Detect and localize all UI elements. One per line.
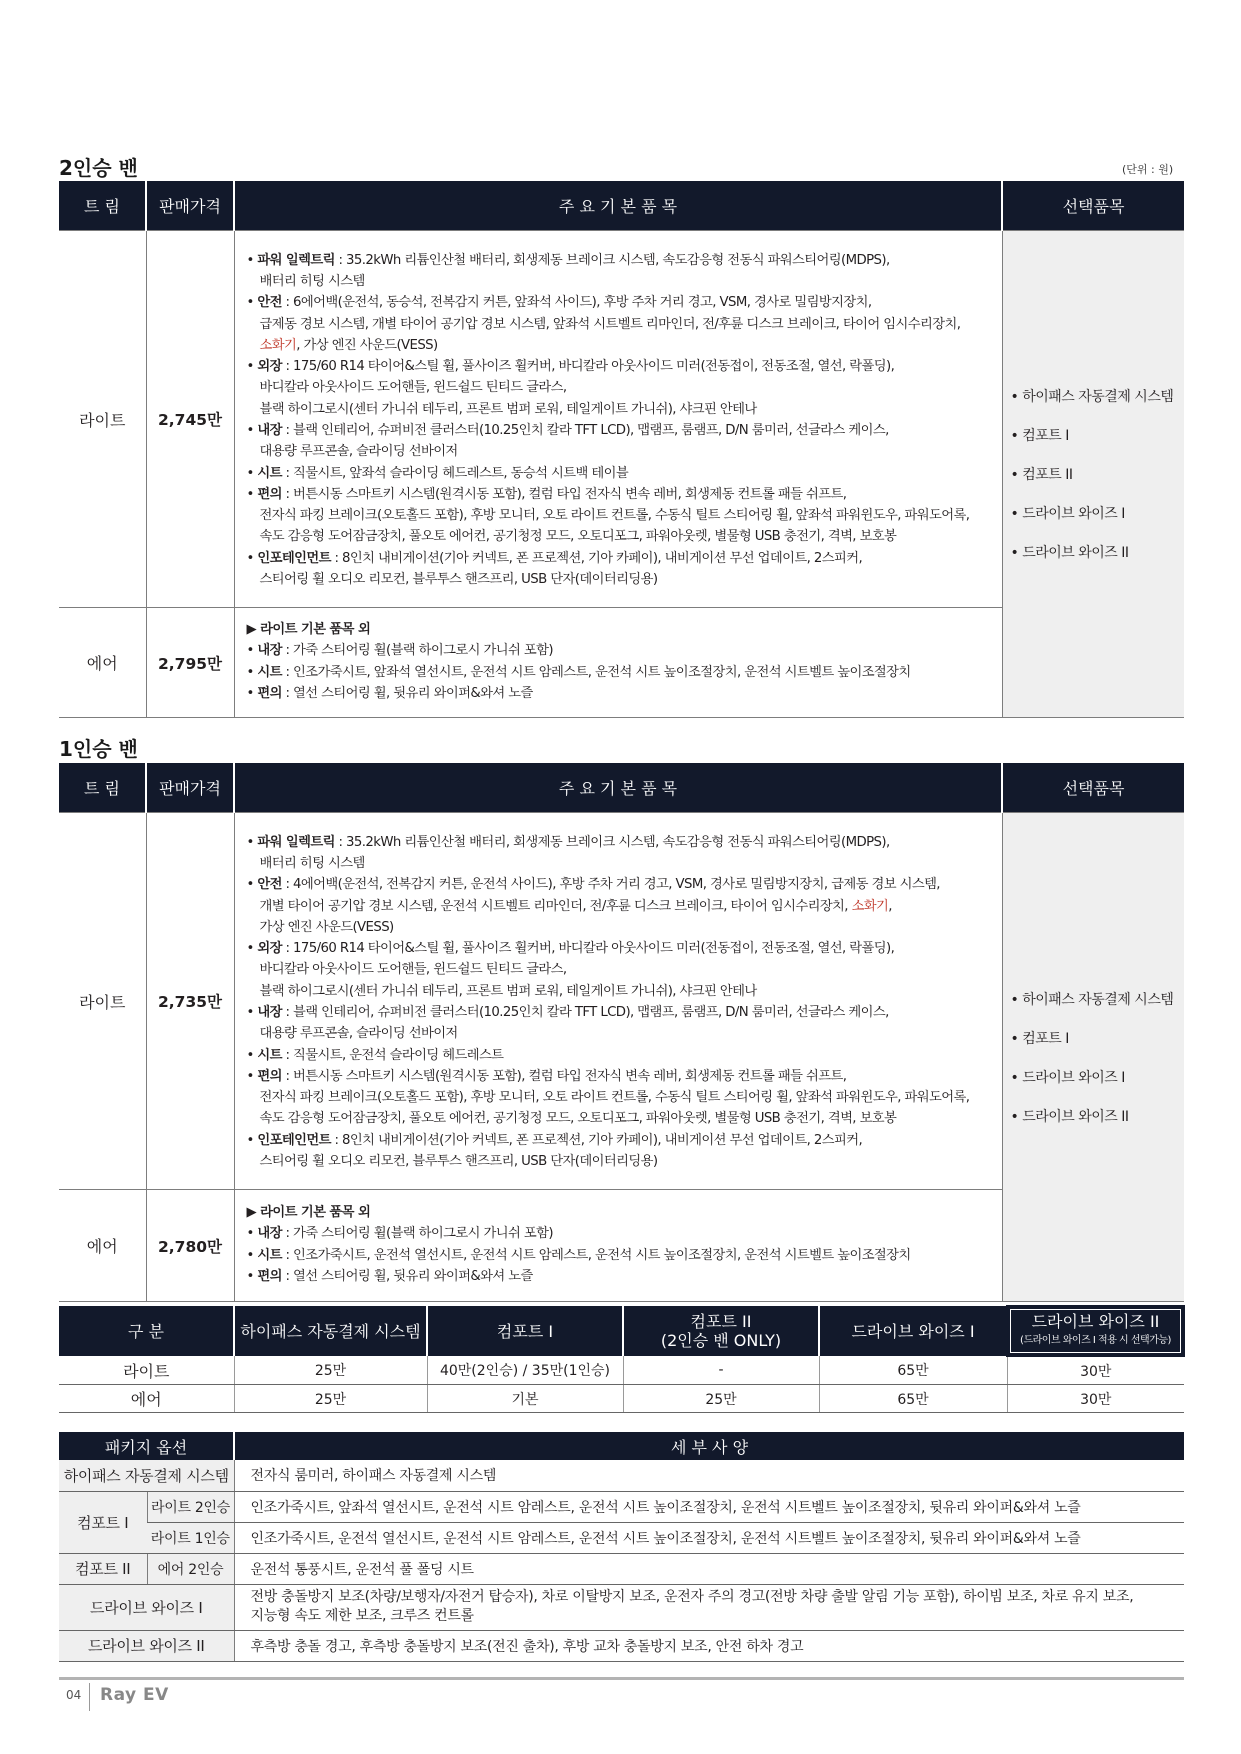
feature-line: 속도 감응형 도어잠금장치, 풀오토 에어컨, 공기청정 모드, 오토디포그, 파워아웃렛, 별물형 USB 충전기, 격벽, 보호봉 <box>259 529 897 545</box>
package-name: 하이패스 자동결제 시스템 <box>59 1460 234 1491</box>
feature-line: 급제동 경보 시스템, 개별 타이어 공기압 경보 시스템, 앞좌석 시트벨트 리마인더, 전/후륜 디스크 브레이크, 타이어 임시수리장치, <box>259 316 961 332</box>
option-item: • 컴포트 II <box>1010 467 1073 483</box>
feature-line <box>247 1202 994 1223</box>
header-comfort2-title: 컴포트 II <box>690 1312 752 1331</box>
header-drive1: 드라이브 와이즈 I <box>819 1306 1007 1356</box>
feature-line: 전자식 파킹 브레이크(오토홀드 포함), 후방 모니터, 오토 라이트 컨트롤, 수동식 틸트 스티어링 휠, 앞좌석 파워윈도우, 파워도어록, <box>259 508 970 524</box>
feature-line: • 시트 : 인조가죽시트, 운전석 열선시트, 운전석 시트 암레스트, 운전석 시트 높이조절장치, 운전석 시트벨트 높이조절장치 <box>246 1247 911 1263</box>
cell: 65만 <box>819 1385 1007 1413</box>
option-item: • 드라이브 와이즈 I <box>1010 506 1125 522</box>
feature-line: 스티어링 휠 오디오 리모컨, 블루투스 핸즈프리, USB 단자(데이터리딩용) <box>259 572 658 588</box>
feature-label: 내장 <box>257 1226 282 1242</box>
feature-line: • 시트 : 직물시트, 운전석 슬라이딩 헤드레스트 <box>246 1047 504 1063</box>
feature-label: 시트 <box>257 465 282 481</box>
feature-line: • 편의 : 열선 스티어링 휠, 뒷유리 와이퍼&와셔 노즐 <box>246 1268 533 1284</box>
spec-table-1seat <box>59 763 1184 1302</box>
header-comfort1: 컴포트 I <box>427 1306 623 1356</box>
unit-note: (단위 : 원) <box>1122 163 1174 176</box>
package-name: 컴포트 I <box>59 1491 147 1553</box>
feature-line: 스티어링 휠 오디오 리모컨, 블루투스 핸즈프리, USB 단자(데이터리딩용) <box>259 1154 658 1170</box>
package-sub: 라이트 2인승 <box>147 1491 234 1522</box>
cell: - <box>623 1356 819 1385</box>
feature-label: 편의 <box>257 1068 282 1084</box>
feature-label: 편의 <box>257 685 282 701</box>
trim-name: 라이트 <box>59 813 146 1190</box>
feature-label: 안전 <box>257 295 282 311</box>
feature-line: • 편의 : 열선 스티어링 휠, 뒷유리 와이퍼&와셔 노즐 <box>246 685 533 701</box>
feature-line: • 파워 일렉트릭 : 35.2kWh 리튬인산철 배터리, 회생제동 브레이크 시스템, 속도감응형 전동식 파워스티어링(MDPS), <box>246 834 890 850</box>
feature-label: ▶ 라이트 기본 품목 외 <box>246 621 371 637</box>
feature-line: • 인포테인먼트 : 8인치 내비게이션(기아 커넥트, 폰 프로젝션, 기아 카페이), 내비게이션 무선 업데이트, 2스피커, <box>246 1132 863 1148</box>
package-desc: 인조가죽시트, 운전석 열선시트, 운전석 시트 암레스트, 운전석 시트 높이조절장치, 운전석 시트벨트 높이조절장치, 뒷유리 와이퍼&와셔 노즐 <box>234 1522 1184 1553</box>
feature-line: • 시트 : 인조가죽시트, 앞좌석 열선시트, 운전석 시트 암레스트, 운전석 시트 높이조절장치, 운전석 시트벨트 높이조절장치 <box>246 664 911 680</box>
feature-list <box>234 813 1002 1190</box>
option-item: • 하이패스 자동결제 시스템 <box>1010 389 1174 405</box>
trim-price: 2,735만 <box>146 813 234 1190</box>
table-row <box>59 1584 1184 1630</box>
feature-line: • 외장 : 175/60 R14 타이어&스틸 휠, 풀사이즈 휠커버, 바디칼라 아웃사이드 미러(전동접이, 전동조절, 열선, 락폴딩), <box>246 941 895 957</box>
package-desc-line: 전방 충돌방지 보조(차량/보행자/자전거 탑승자), 차로 이탈방지 보조, 운전자 주의 경고(전방 차량 출발 알림 기능 포함), 하이빔 보조, 차로 유지 보조, <box>250 1589 1134 1605</box>
table-row <box>59 1385 1184 1413</box>
brand-name: Ray EV <box>100 1685 169 1705</box>
option-list <box>1002 231 1184 718</box>
trim-price: 2,795만 <box>146 608 234 718</box>
highlight-text: 소화기 <box>851 898 889 914</box>
feature-line: • 내장 : 가죽 스티어링 휠(블랙 하이그로시 가니쉬 포함) <box>246 643 553 659</box>
feature-label: 내장 <box>257 1005 282 1020</box>
cell: 65만 <box>819 1356 1007 1385</box>
feature-label: 내장 <box>257 643 282 659</box>
header-trim: 트 림 <box>59 181 146 231</box>
feature-line: 전자식 파킹 브레이크(오토홀드 포함), 후방 모니터, 오토 라이트 컨트롤, 수동식 틸트 스티어링 휠, 앞좌석 파워윈도우, 파워도어록, <box>259 1090 970 1106</box>
package-desc <box>234 1584 1184 1630</box>
option-item: • 컴포트 I <box>1010 428 1069 444</box>
feature-label: 시트 <box>257 664 282 680</box>
feature-label: 편의 <box>257 486 282 502</box>
feature-line: • 인포테인먼트 : 8인치 내비게이션(기아 커넥트, 폰 프로젝션, 기아 카페이), 내비게이션 무선 업데이트, 2스피커, <box>246 550 863 566</box>
feature-label: 외장 <box>257 941 282 957</box>
header-hipass: 하이패스 자동결제 시스템 <box>234 1306 427 1356</box>
feature-line: • 내장 : 가죽 스티어링 휠(블랙 하이그로시 가니쉬 포함) <box>246 1226 553 1242</box>
feature-line: • 편의 : 버튼시동 스마트키 시스템(원격시동 포함), 컬럼 타입 전자식 변속 레버, 회생제동 컨트롤 패들 쉬프트, <box>246 486 847 502</box>
feature-label: 시트 <box>257 1247 282 1263</box>
feature-line: 소화기, 가상 엔진 사운드(VESS) <box>259 337 438 353</box>
feature-line: • 내장 : 블랙 인테리어, 슈퍼비전 클러스터(10.25인치 칼라 TFT LCD), 맵램프, 룸램프, D/N 룸미러, 선글라스 케이스, <box>246 1005 889 1020</box>
feature-line: • 편의 : 버튼시동 스마트키 시스템(원격시동 포함), 컬럼 타입 전자식 변속 레버, 회생제동 컨트롤 패들 쉬프트, <box>246 1068 847 1084</box>
section-title-1seat: 1인승 밴 <box>59 737 138 761</box>
header-detail: 세 부 사 양 <box>234 1432 1184 1460</box>
feature-line: • 시트 : 직물시트, 앞좌석 슬라이딩 헤드레스트, 동승석 시트백 테이블 <box>246 465 629 481</box>
header-trim: 트 림 <box>59 763 146 813</box>
cell: 기본 <box>427 1385 623 1413</box>
feature-line: 대용량 루프콘솔, 슬라이딩 선바이저 <box>259 1026 458 1042</box>
header-comfort2-note: (2인승 밴 ONLY) <box>660 1331 782 1350</box>
option-item: • 컴포트 I <box>1010 1030 1069 1047</box>
feature-label: 파워 일렉트릭 <box>257 252 335 268</box>
header-features: 주 요 기 본 품 목 <box>234 763 1002 813</box>
feature-line: 속도 감응형 도어잠금장치, 풀오토 에어컨, 공기청정 모드, 오토디포그, 파워아웃렛, 별물형 USB 충전기, 격벽, 보호봉 <box>259 1111 897 1127</box>
feature-line: 가상 엔진 사운드(VESS) <box>259 919 394 935</box>
table-row <box>59 1522 1184 1553</box>
header-price: 판매가격 <box>146 181 234 231</box>
footer-separator <box>89 1683 90 1711</box>
cell: 라이트 <box>59 1356 234 1385</box>
table-row <box>59 1356 1184 1385</box>
feature-label: 내장 <box>257 423 282 438</box>
cell: 25만 <box>623 1385 819 1413</box>
feature-label: 인포테인먼트 <box>257 550 331 566</box>
header-drive2-note: (드라이브 와이즈 I 적용 시 선택가능) <box>1020 1335 1171 1346</box>
package-desc: 운전석 통풍시트, 운전석 풀 폴딩 시트 <box>234 1553 1184 1584</box>
feature-line <box>247 619 994 640</box>
header-comfort2 <box>623 1306 819 1356</box>
package-desc: 후측방 충돌 경고, 후측방 충돌방지 보조(전진 출차), 후방 교차 충돌방지 보조, 안전 하차 경고 <box>234 1630 1184 1661</box>
feature-line: 블랙 하이그로시(센터 가니쉬 테두리, 프론트 범퍼 로워, 테일게이트 가니쉬), 샤크핀 안테나 <box>259 401 757 417</box>
header-price: 판매가격 <box>146 763 234 813</box>
cell: 25만 <box>234 1356 427 1385</box>
package-sub: 에어 2인승 <box>147 1553 234 1584</box>
package-desc: 전자식 룸미러, 하이패스 자동결제 시스템 <box>234 1460 1184 1491</box>
header-package: 패키지 옵션 <box>59 1432 234 1460</box>
header-options: 선택품목 <box>1002 181 1184 231</box>
option-list <box>1002 813 1184 1302</box>
package-sub: 라이트 1인승 <box>147 1522 234 1553</box>
trim-name: 라이트 <box>59 231 146 608</box>
package-name: 컴포트 II <box>59 1553 147 1584</box>
feature-line: • 안전 : 6에어백(운전석, 동승석, 전복감지 커튼, 앞좌석 사이드), 후방 주차 거리 경고, VSM, 경사로 밀림방지장치, <box>246 295 872 311</box>
footer-divider <box>59 1677 1184 1680</box>
table-row <box>59 1630 1184 1661</box>
feature-label: 편의 <box>257 1268 282 1284</box>
option-item: • 하이패스 자동결제 시스템 <box>1010 991 1174 1008</box>
feature-label: 인포테인먼트 <box>257 1132 331 1148</box>
feature-list <box>234 1190 1002 1302</box>
feature-line: 대용량 루프콘솔, 슬라이딩 선바이저 <box>259 444 458 460</box>
package-table <box>59 1432 1184 1662</box>
feature-line: 바디칼라 아웃사이드 도어핸들, 윈드쉴드 틴티드 글라스, <box>259 380 567 396</box>
cell: 40만(2인승) / 35만(1인승) <box>427 1356 623 1385</box>
feature-line: 바디칼라 아웃사이드 도어핸들, 윈드쉴드 틴티드 글라스, <box>259 962 567 978</box>
cell: 25만 <box>234 1385 427 1413</box>
feature-line: • 외장 : 175/60 R14 타이어&스틸 휠, 풀사이즈 휠커버, 바디칼라 아웃사이드 미러(전동접이, 전동조절, 열선, 락폴딩), <box>246 359 895 375</box>
section-title-2seat: 2인승 밴 <box>59 156 138 180</box>
trim-name: 에어 <box>59 608 146 718</box>
highlight-text: 소화기 <box>259 337 297 353</box>
cell: 30만 <box>1007 1356 1184 1385</box>
table-row <box>59 1460 1184 1491</box>
header-features: 주 요 기 본 품 목 <box>234 181 1002 231</box>
option-item: • 드라이브 와이즈 II <box>1010 1108 1129 1125</box>
header-options: 선택품목 <box>1002 763 1184 813</box>
feature-list <box>234 608 1002 718</box>
table-row <box>59 1553 1184 1584</box>
package-desc: 인조가죽시트, 앞좌석 열선시트, 운전석 시트 암레스트, 운전석 시트 높이조절장치, 운전석 시트벨트 높이조절장치, 뒷유리 와이퍼&와셔 노즐 <box>234 1491 1184 1522</box>
feature-line: 배터리 히팅 시스템 <box>259 855 365 871</box>
spec-table-2seat <box>59 181 1184 718</box>
cell: 에어 <box>59 1385 234 1413</box>
feature-label: ▶ 라이트 기본 품목 외 <box>246 1204 371 1220</box>
feature-label: 시트 <box>257 1047 282 1063</box>
cell: 30만 <box>1007 1385 1184 1413</box>
package-desc-line: 지능형 속도 제한 보조, 크루즈 컨트롤 <box>250 1608 474 1624</box>
package-name: 드라이브 와이즈 II <box>59 1630 234 1661</box>
trim-name: 에어 <box>59 1190 146 1302</box>
option-price-table <box>59 1305 1185 1413</box>
page-number: 04 <box>66 1688 82 1702</box>
feature-line: 개별 타이어 공기압 경보 시스템, 운전석 시트벨트 리마인더, 전/후륜 디스크 브레이크, 타이어 임시수리장치, 소화기, <box>259 898 892 914</box>
header-drive2-title: 드라이브 와이즈 II <box>1031 1312 1160 1331</box>
table-row <box>59 1491 1184 1522</box>
feature-line: 배터리 히팅 시스템 <box>259 273 365 289</box>
header-drive2 <box>1007 1306 1184 1356</box>
feature-label: 안전 <box>257 877 282 893</box>
feature-line: • 내장 : 블랙 인테리어, 슈퍼비전 클러스터(10.25인치 칼라 TFT LCD), 맵램프, 룸램프, D/N 룸미러, 선글라스 케이스, <box>246 423 889 438</box>
package-name: 드라이브 와이즈 I <box>59 1584 234 1630</box>
feature-line: • 안전 : 4에어백(운전석, 전복감지 커튼, 운전석 사이드), 후방 주차 거리 경고, VSM, 경사로 밀림방지장치, 급제동 경보 시스템, <box>246 877 940 893</box>
feature-line: 블랙 하이그로시(센터 가니쉬 테두리, 프론트 범퍼 로워, 테일게이트 가니쉬), 샤크핀 안테나 <box>259 983 757 999</box>
header-category: 구 분 <box>59 1306 234 1356</box>
trim-price: 2,745만 <box>146 231 234 608</box>
trim-price: 2,780만 <box>146 1190 234 1302</box>
feature-list <box>234 231 1002 608</box>
feature-label: 파워 일렉트릭 <box>257 834 335 850</box>
feature-line: • 파워 일렉트릭 : 35.2kWh 리튬인산철 배터리, 회생제동 브레이크 시스템, 속도감응형 전동식 파워스티어링(MDPS), <box>246 252 890 268</box>
option-item: • 드라이브 와이즈 II <box>1010 545 1129 561</box>
option-item: • 드라이브 와이즈 I <box>1010 1069 1125 1086</box>
feature-label: 외장 <box>257 359 282 375</box>
